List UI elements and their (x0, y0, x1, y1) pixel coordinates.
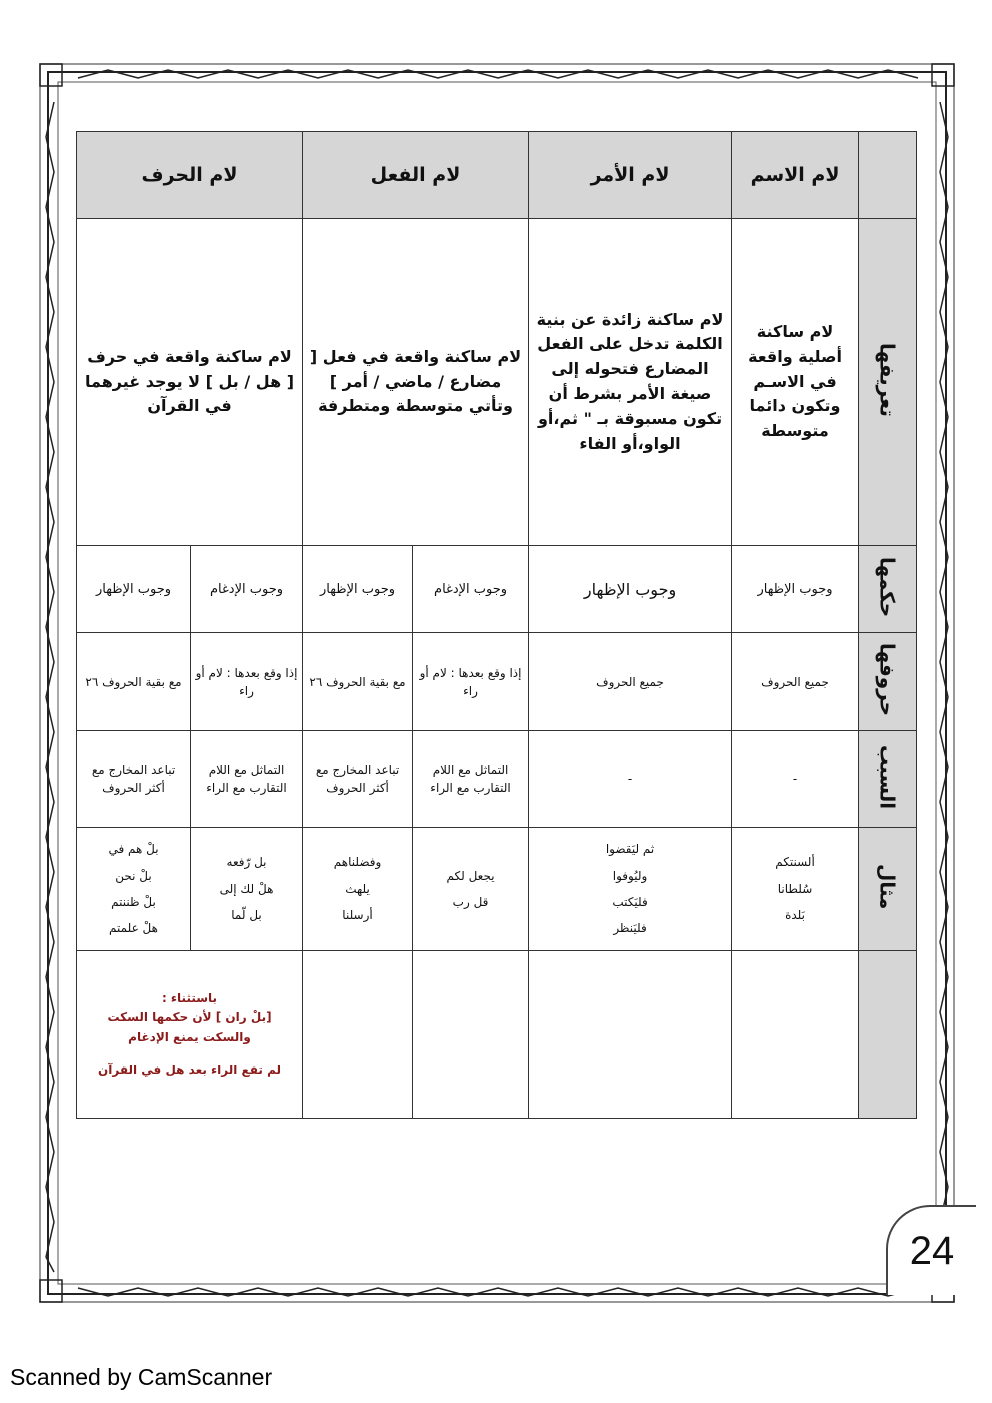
page-number: 24 (886, 1205, 976, 1295)
ruling-ism: وجوب الإظهار (732, 546, 859, 633)
example-item: ألسنتكم (775, 855, 815, 870)
example-item: فليَكتب (612, 895, 648, 909)
letters-harf-idgham: إذا وقع بعدها : لام أو راء (191, 633, 303, 731)
example-fiel-idgham (413, 828, 529, 951)
example-ism (732, 828, 859, 951)
side-label-letters: حروفها (859, 633, 917, 731)
exception-line-1: [بلْ ران ] لأن حكمها السكت (107, 1010, 272, 1025)
exception-line-3: لم تقع الراء بعد هل في القرآن (98, 1062, 281, 1077)
letters-harf-izhar: مع بقية الحروف ٢٦ (77, 633, 191, 731)
side-label-reason: السبب (859, 731, 917, 828)
corner-cell (859, 132, 917, 219)
note-fiel-izhar-empty (303, 951, 413, 1119)
example-item: بل لّما (231, 908, 262, 923)
example-item: يجعل لكم (446, 868, 495, 883)
definition-fiel: لام ساكنة واقعة في فعل [ مضارع / ماضي / أمر ] وتأتي متوسطة ومتطرفة (303, 219, 529, 546)
header-lam-ism: لام الاسم (732, 132, 859, 219)
example-item: سُلطانا (777, 881, 813, 896)
reason-amr: - (529, 731, 732, 828)
side-label-ruling: حكمها (859, 546, 917, 633)
exception-note (77, 951, 303, 1119)
ruling-fiel-idgham: وجوب الإدغام (413, 546, 529, 633)
note-ism-empty (732, 951, 859, 1119)
example-item: وفضلناهم (333, 855, 382, 870)
exception-title: باستثناء : (161, 991, 218, 1006)
note-fiel-idgham-empty (413, 951, 529, 1119)
example-row (77, 828, 917, 951)
definition-harf: لام ساكنة واقعة في حرف [ هل / بل ] لا يوجد غيرهما في القرآن (77, 219, 303, 546)
ruling-harf-izhar: وجوب الإظهار (77, 546, 191, 633)
example-item: ثم ليَقضوا (605, 842, 655, 857)
definition-amr: لام ساكنة زائدة عن بنية الكلمة تدخل على الفعل المضارع فتحوله إلى صيغة الأمر بشرط أن تكون مسبوقة بـ " ثم،أو الواو،أو الفاء (529, 219, 732, 546)
letters-row (77, 633, 917, 731)
scanner-footer: Scanned by CamScanner (10, 1364, 273, 1390)
ruling-harf-idgham: وجوب الإدغام (191, 546, 303, 633)
example-item: قل رب (452, 895, 489, 909)
reason-fiel-idgham: التماثل مع اللام التقارب مع الراء (413, 731, 529, 828)
example-harf-idgham (191, 828, 303, 951)
lam-rules-table (76, 131, 916, 1115)
header-lam-harf: لام الحرف (77, 132, 303, 219)
header-row (77, 132, 917, 219)
definition-ism: لام ساكنة أصلية واقعة في الاسـم وتكون دائما متوسطة (732, 219, 859, 546)
ruling-amr: وجوب الإظهار (529, 546, 732, 633)
example-item: أرسلنا (342, 908, 373, 923)
example-fiel-izhar (303, 828, 413, 951)
header-lam-fiel: لام الفعل (303, 132, 529, 219)
ruling-row (77, 546, 917, 633)
example-item: يلهث (345, 881, 370, 896)
ruling-fiel-izhar: وجوب الإظهار (303, 546, 413, 633)
letters-amr: جميع الحروف (529, 633, 732, 731)
example-item: بلْ ظننتم (111, 895, 156, 909)
example-harf-izhar (77, 828, 191, 951)
side-label-example: مثال (859, 828, 917, 951)
example-item: بل رّفعه (226, 855, 267, 870)
example-item: هلْ لك إلى (219, 881, 274, 896)
reason-row (77, 731, 917, 828)
reason-harf-izhar: تباعد المخارج مع أكثر الحروف (77, 731, 191, 828)
side-label-definition: تعريفها (859, 219, 917, 546)
side-label-empty (859, 951, 917, 1119)
example-item: فليَنظر (613, 921, 647, 936)
example-item: هلْ علمتم (109, 921, 158, 936)
definition-row (77, 219, 917, 546)
note-row (77, 951, 917, 1119)
header-lam-amr: لام الأمر (529, 132, 732, 219)
example-amr (529, 828, 732, 951)
example-item: بلْ هم في (108, 842, 159, 857)
note-amr-empty (529, 951, 732, 1119)
reason-ism: - (732, 731, 859, 828)
example-item: بلْ نحن (115, 868, 152, 883)
letters-ism: جميع الحروف (732, 633, 859, 731)
letters-fiel-idgham: إذا وقع بعدها : لام أو راء (413, 633, 529, 731)
reason-harf-idgham: التماثل مع اللام التقارب مع الراء (191, 731, 303, 828)
example-item: وليُوفوا (612, 868, 648, 883)
letters-fiel-izhar: مع بقية الحروف ٢٦ (303, 633, 413, 731)
exception-line-2: والسكت يمنع الإدغام (128, 1029, 251, 1044)
example-item: بَلدة (785, 908, 805, 923)
reason-fiel-izhar: تباعد المخارج مع أكثر الحروف (303, 731, 413, 828)
